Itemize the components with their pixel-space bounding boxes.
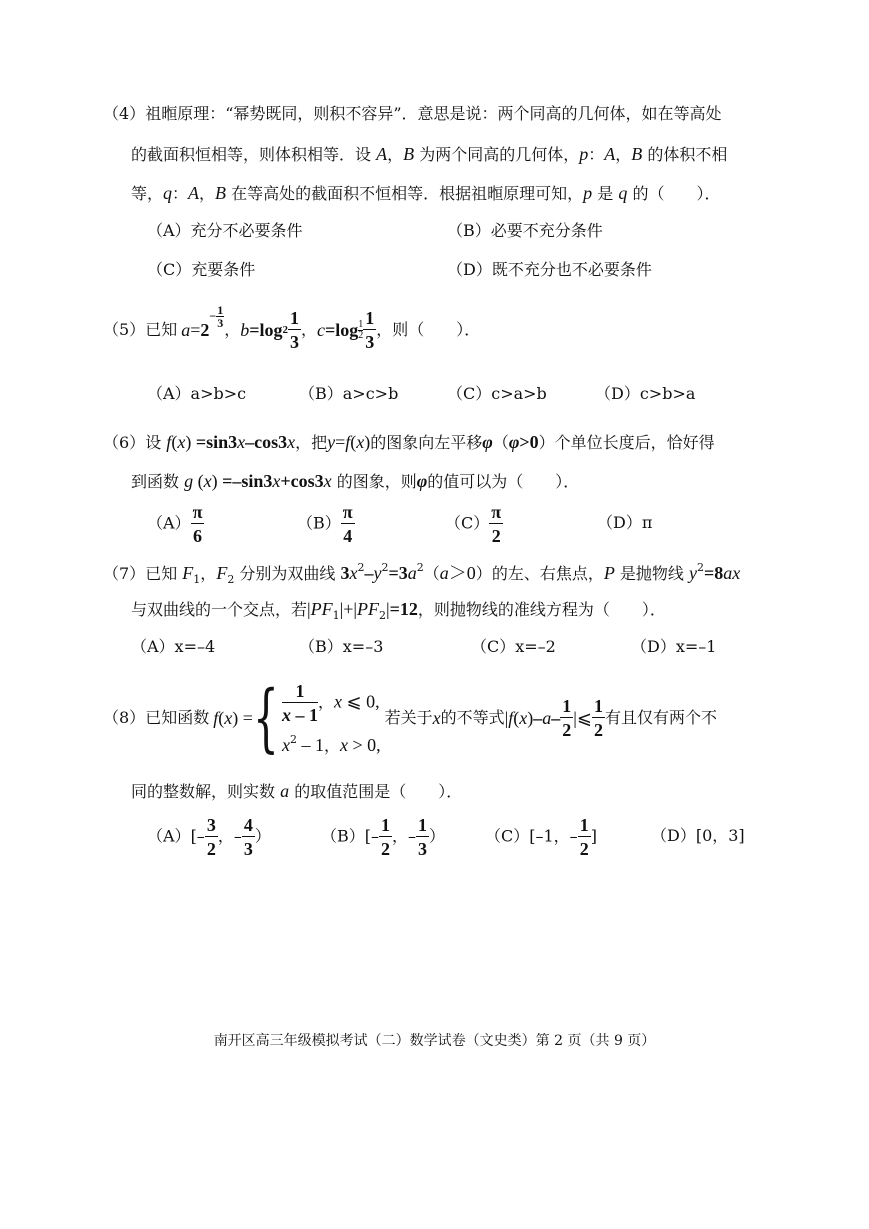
q4-line2: 的截面积恒相等，则体积相等．设 A，B 为两个同高的几何体，p：A，B 的体积不相 [131, 144, 728, 164]
q8-option-d[interactable]: （D）[0，3] [651, 826, 745, 845]
q6-line1: （6）设 f(x) =sin3x–cos3x，把y=f(x)的图象向左平移φ（φ>0）个单位长度后，恰好得 [103, 432, 715, 452]
q7-option-d[interactable]: （D）x=–1 [631, 637, 717, 656]
q4-option-b[interactable]: （B）必要不充分条件 [447, 221, 603, 240]
q8-option-a[interactable]: （A）[– $\frac{3}{2}$ ，– $\frac{4}{3}$ ） [147, 815, 271, 859]
q5-option-b[interactable]: （B）a>c>b [299, 384, 399, 403]
q4-line1: （4）祖暅原理：“幂势既同，则积不容异”．意思是说：两个同高的几何体，如在等高处 [103, 104, 722, 123]
q5-option-a[interactable]: （A）a>b>c [147, 384, 247, 403]
piecewise-brace: { [252, 675, 279, 761]
piecewise-cases: $\frac{1}{x - 1}$ ，x ⩽ 0, $x^2 - 1$，x > 0, [281, 681, 381, 755]
q7-option-a[interactable]: （A）x=–4 [131, 637, 216, 656]
q7-option-c[interactable]: （C）x=–2 [471, 637, 556, 656]
q6-option-b[interactable]: （B） $\frac{\pi}{4}$ [297, 502, 353, 546]
q6-option-c[interactable]: （C） $\frac{\pi}{2}$ [445, 502, 502, 546]
q5-option-d[interactable]: （D）c>b>a [595, 384, 696, 403]
q7-option-b[interactable]: （B）x=–3 [299, 637, 384, 656]
q6-option-a[interactable]: （A） $\frac{\pi}{6}$ [147, 502, 203, 546]
q4-line3: 等，q：A，B 在等高处的截面积不恒相等．根据祖暅原理可知，p 是 q 的（ ）． [131, 183, 721, 203]
q4-option-d[interactable]: （D）既不充分也不必要条件 [447, 260, 652, 279]
q5-stem: （5） 已知 a = 2 − $\frac{1}{3}$ ， b =log 2 $\frac{1}{3}$ ， c =log 1 2 $\frac{1}{3}$ ，则（ ）． [103, 302, 481, 352]
q7-line2: 与双曲线的一个交点，若$|PF_1|+|PF_2|=12$，则抛物线的准线方程为（ ）． [131, 599, 666, 622]
q8-option-b[interactable]: （B）[– $\frac{1}{2}$ ，– $\frac{1}{3}$ ） [321, 815, 446, 859]
q8-line2: 同的整数解，则实数 a 的取值范围是（ ）． [131, 781, 463, 801]
q4-option-a[interactable]: （A）充分不必要条件 [147, 221, 303, 240]
q4-option-c[interactable]: （C）充要条件 [147, 260, 256, 279]
q8-stem: （8） 已知函数 f ( x ) = { $\frac{1}{x - 1}$ ，x ⩽ 0, $x^2 - 1$，x > 0, 若关于 x 的不等式 | f ( x ) – a – $\frac{1}{2}$ |⩽ $\frac{1}{2}$ 有且仅有两个不 [103, 675, 717, 761]
q6-option-d[interactable]: （D）π [597, 513, 653, 532]
q6-line2: 到函数 g (x) =–sin3x+cos3x 的图象，则φ的值可以为（ ）． [131, 471, 580, 491]
q8-option-c[interactable]: （C）[–1，– $\frac{1}{2}$ ] [485, 815, 597, 859]
q5-option-c[interactable]: （C）c>a>b [447, 384, 547, 403]
q7-line1: （7）已知 $F_1$，$F_2$ 分别为双曲线 $3x^2-y^2=3a^2(a>0)$的左、右焦点，P 是抛物线 $y^2=8ax$ [103, 561, 741, 586]
page-footer: 南开区高三年级模拟考试（二）数学试卷（文史类）第 2 页（共 9 页） [213, 1033, 656, 1049]
